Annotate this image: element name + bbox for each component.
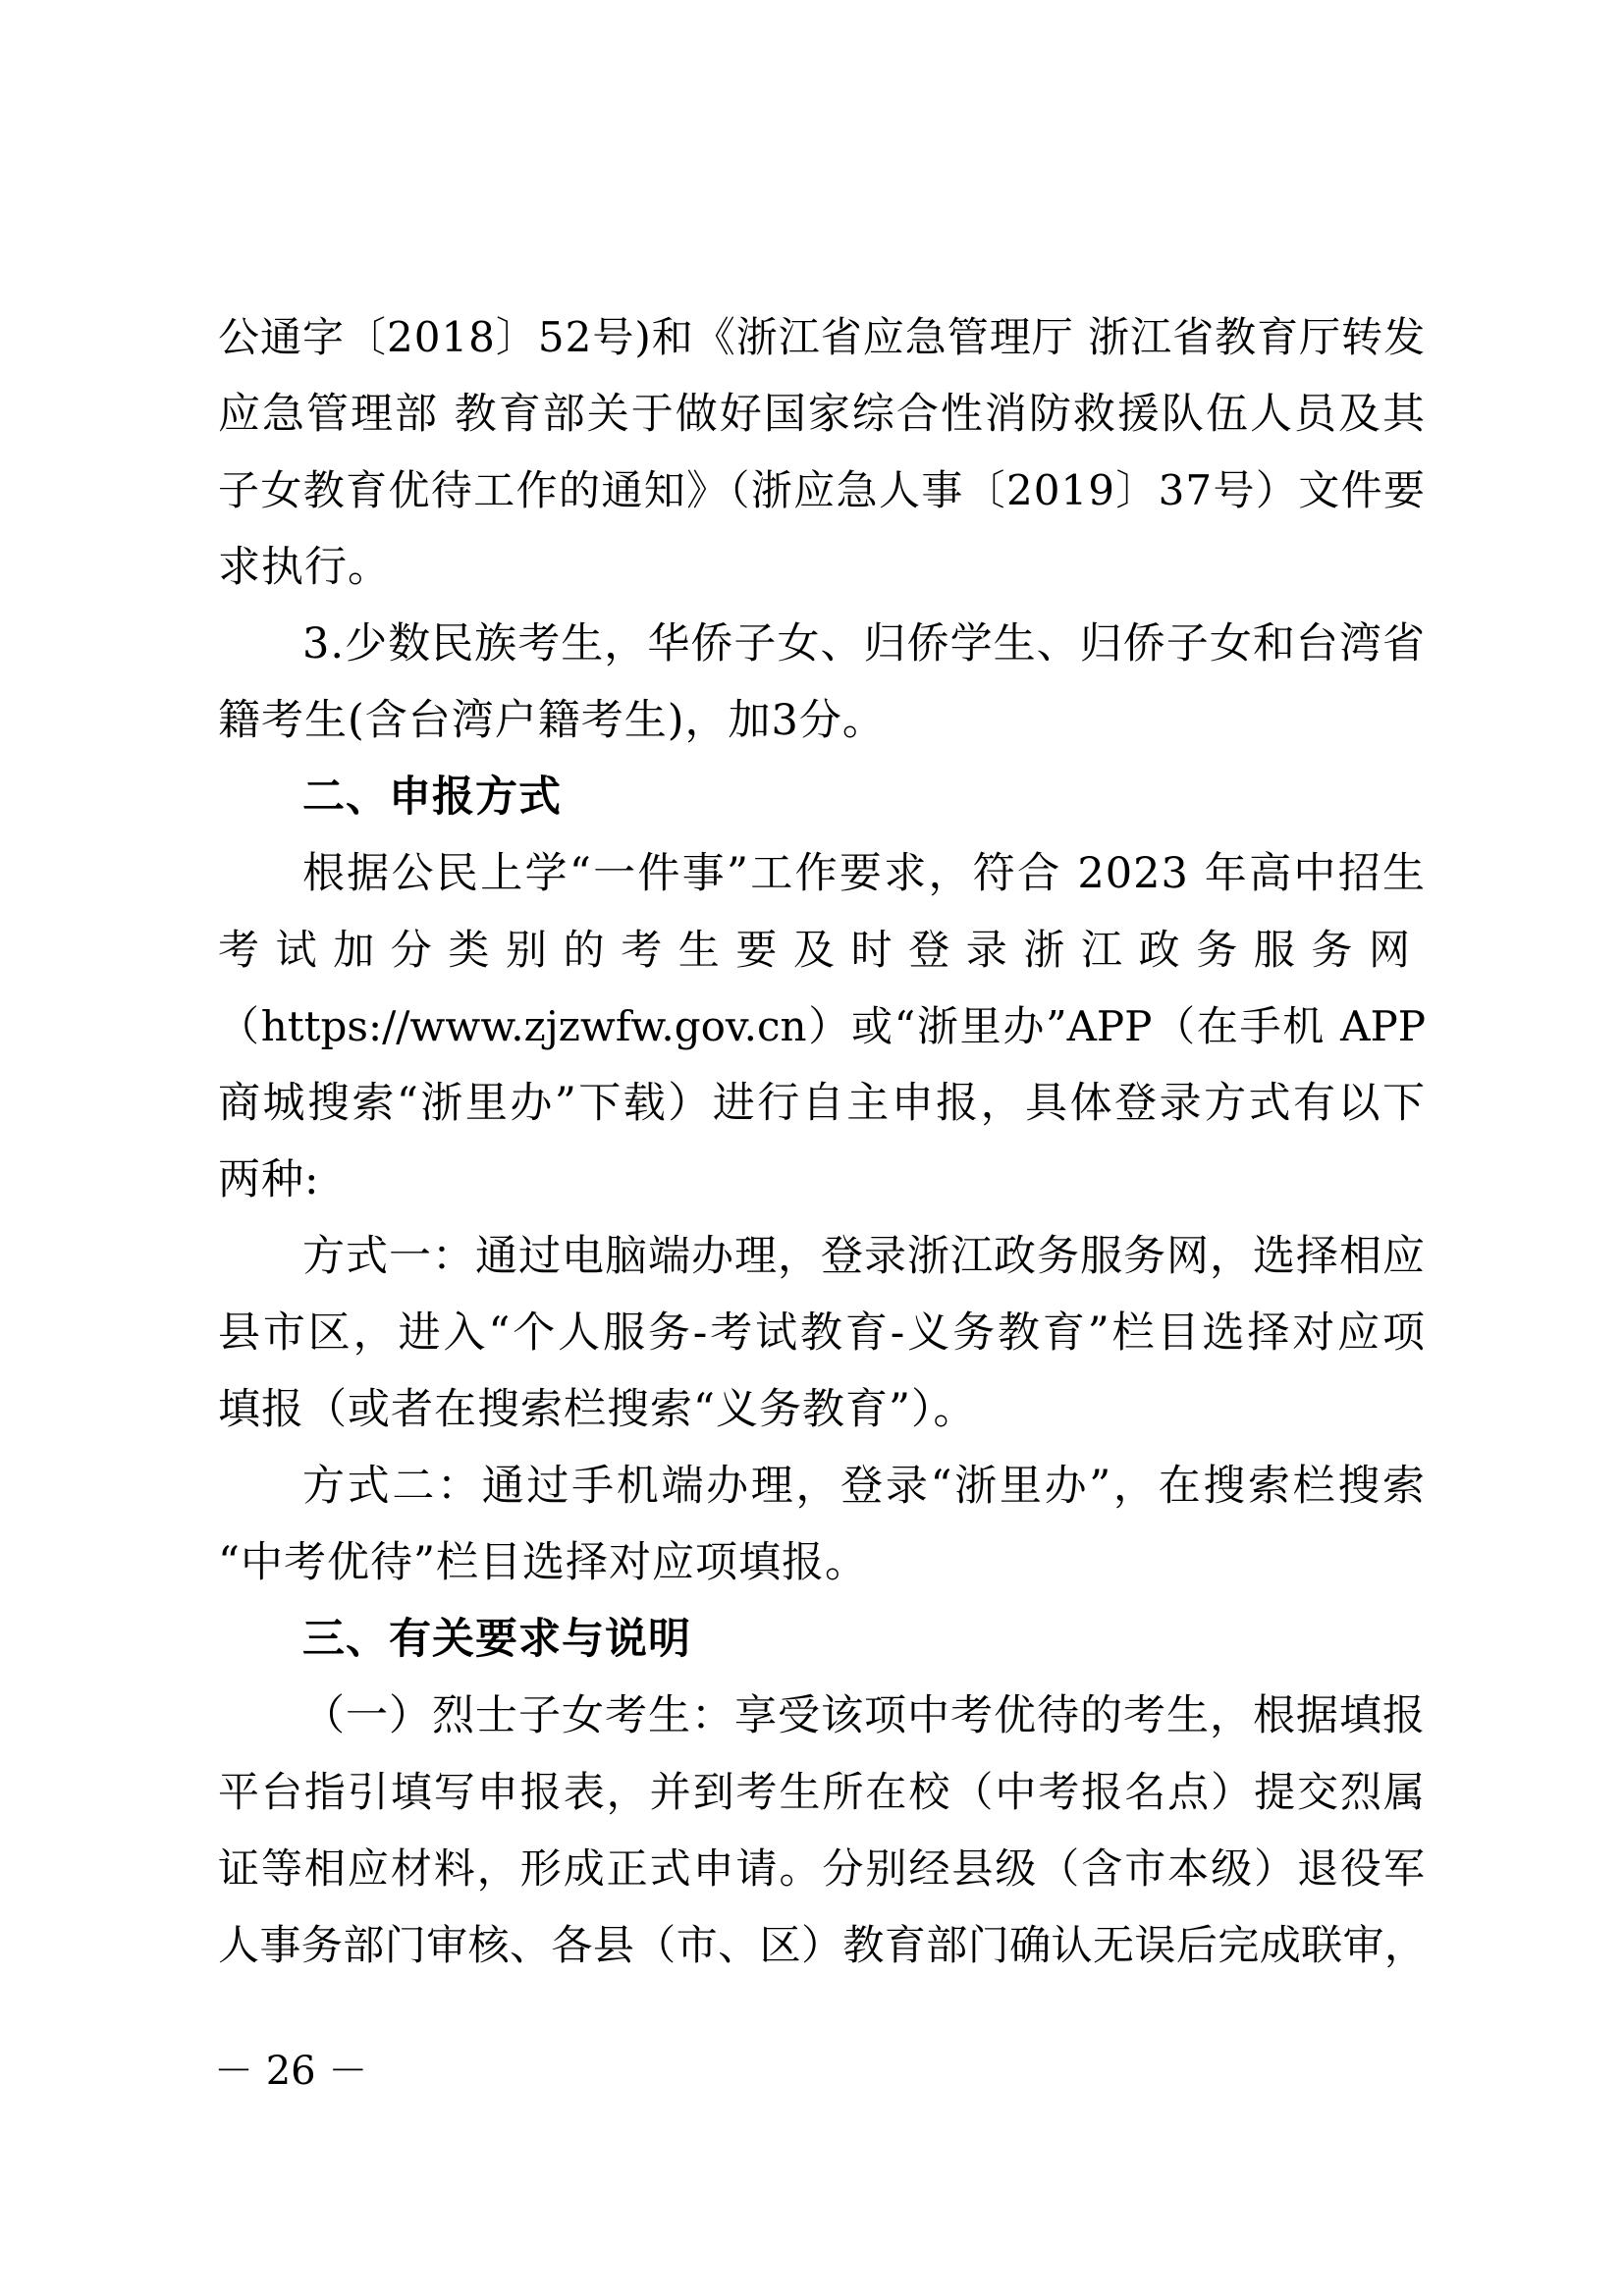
- text-line: （一）烈士子女考生：享受该项中考优待的考生，根据填报: [302, 1691, 1426, 1740]
- text-line: 考试加分类别的考生要及时登录浙江政务服务网: [218, 926, 1426, 974]
- text-line: （https://www.zjzwfw.gov.cn）或“浙里办”APP（在手机 APP: [218, 1002, 1426, 1050]
- text-line: 子女教育优待工作的通知》（浙应急人事〔2019〕37号）文件要: [218, 466, 1426, 514]
- text-line: 籍考生(含台湾户籍考生)，加3分。: [218, 696, 886, 745]
- text-line: 填报（或者在搜索栏搜索“义务教育”）。: [218, 1385, 977, 1434]
- text-line: 人事务部门审核、各县（市、区）教育部门确认无误后完成联审，: [218, 1921, 1426, 1969]
- text-line: 证等相应材料，形成正式申请。分别经县级（含市本级）退役军: [218, 1844, 1426, 1893]
- text-line: 公通字〔2018〕52号)和《浙江省应急管理厅 浙江省教育厅转发: [218, 313, 1427, 361]
- text-line: 商城搜索“浙里办”下载）进行自主申报，具体登录方式有以下: [218, 1079, 1426, 1128]
- text-line: 平台指引填写申报表，并到考生所在校（中考报名点）提交烈属: [218, 1768, 1426, 1816]
- text-line: 两种:: [218, 1155, 320, 1204]
- body-text: [218, 299, 1426, 1984]
- text-line: 求执行。: [218, 543, 391, 592]
- page-number: － 26 －: [214, 2049, 368, 2094]
- text-line: 县市区，进入“个人服务-考试教育-义务教育”栏目选择对应项: [218, 1308, 1426, 1358]
- text-line: 3.少数民族考生，华侨子女、归侨学生、归侨子女和台湾省: [302, 619, 1426, 668]
- section-heading: 二、申报方式: [302, 773, 562, 822]
- text-line: 方式一：通过电脑端办理，登录浙江政务服务网，选择相应: [302, 1232, 1426, 1281]
- text-line: 根据公民上学“一件事”工作要求，符合 2023 年高中招生: [302, 849, 1426, 898]
- text-line: 方式二：通过手机端办理，登录“浙里办”，在搜索栏搜索: [302, 1462, 1426, 1511]
- section-heading: 三、有关要求与说明: [302, 1615, 691, 1664]
- text-line: 应急管理部 教育部关于做好国家综合性消防救援队伍人员及其: [218, 390, 1426, 439]
- text-line: “中考优待”栏目选择对应项填报。: [218, 1538, 868, 1587]
